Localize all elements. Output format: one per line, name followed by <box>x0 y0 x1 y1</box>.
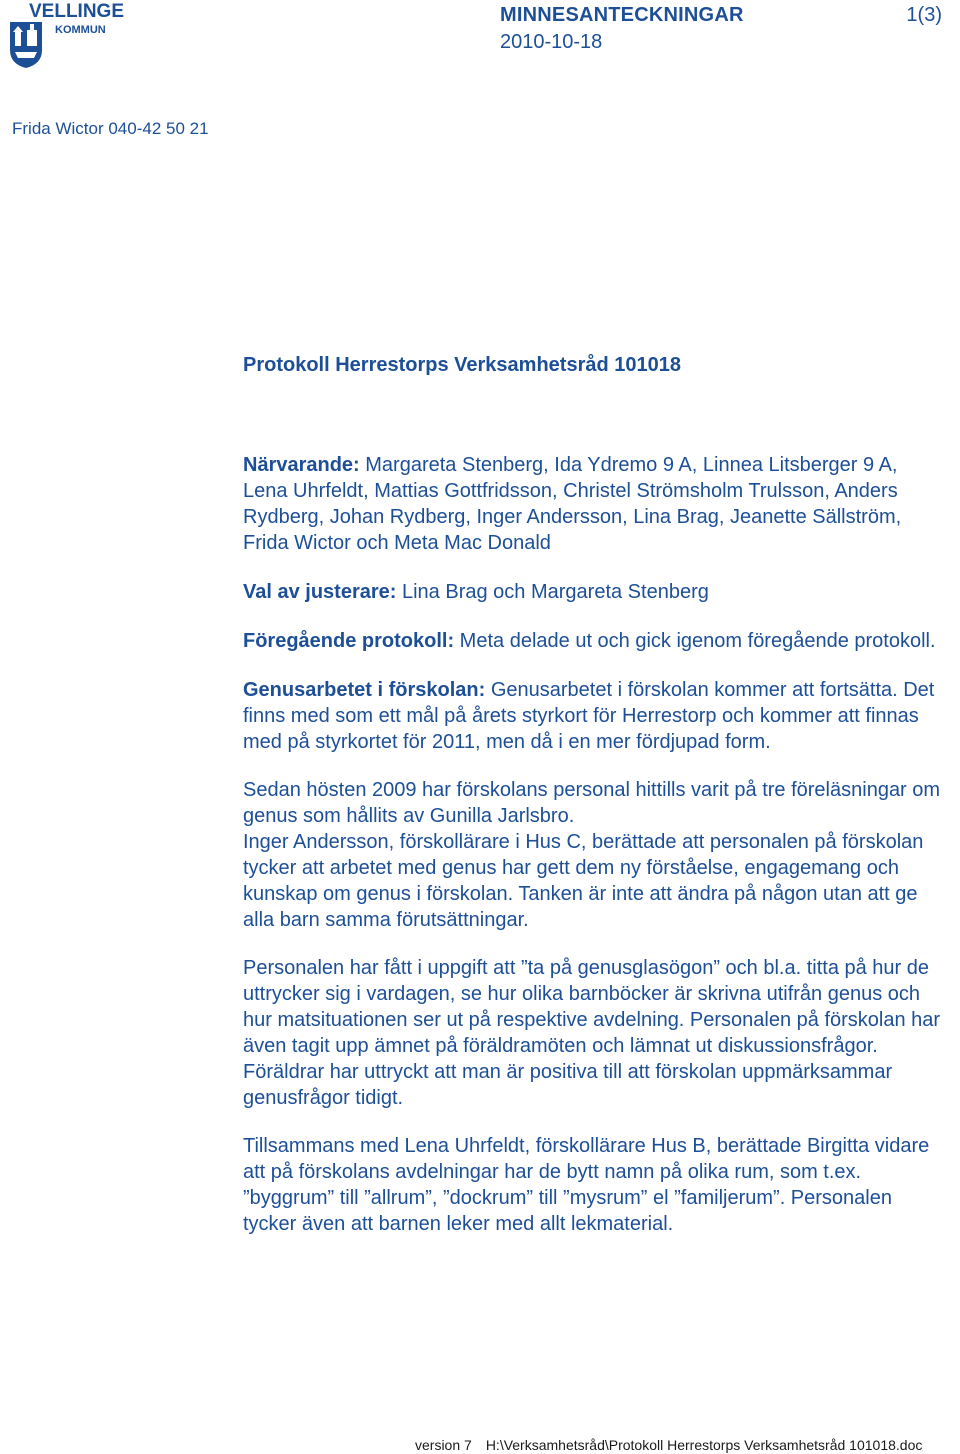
adjusters-paragraph <box>243 579 943 605</box>
previous-minutes-label: Föregående protokoll: <box>243 630 455 652</box>
vellinge-logo <box>7 1 125 68</box>
minutes-body <box>243 452 943 1237</box>
adjusters-label: Val av justerare: <box>243 581 397 603</box>
gender-label: Genusarbetet i förskolan: <box>243 679 486 701</box>
body-paragraph-3: Personalen har fått i uppgift att ”ta på genusglasögon” och bl.a. titta på hur de uttrycker sig i vardagen, se hur olika barnböcker är skrivna utifrån genus och hur matsituationen ser ut på respektive avdelning. Personalen på förskolan har även tagit upp ämnet på föräldramöten och lämnat ut diskussionsfrågor. Föräldrar har uttryckt att man är positiva till att förskolan uppmärksammar genusfrågor tidigt. <box>243 957 941 1109</box>
logo-name: VELLINGE <box>29 1 125 22</box>
previous-minutes-paragraph <box>243 628 943 654</box>
footer-version: version 7 <box>415 1437 472 1453</box>
page-footer <box>415 1437 922 1453</box>
logo-sub: KOMMUN <box>55 24 106 36</box>
body-paragraph-4: Tillsammans med Lena Uhrfeldt, förskollärare Hus B, berättade Birgitta vidare att på förskolans avdelningar har de bytt namn på olika rum, som t.ex. ”byggrum” till ”allrum”, ”dockrum” till ”mysrum” el ”familjerum”. Personalen tycker även att barnen leker med allt lekmaterial. <box>243 1135 930 1235</box>
adjusters-text: Lina Brag och Margareta Stenberg <box>396 581 709 603</box>
contact-line: Frida Wictor 040-42 50 21 <box>12 119 209 138</box>
attendees-label: Närvarande: <box>243 454 360 476</box>
attendees-paragraph <box>243 452 943 556</box>
gender-paragraph <box>243 677 943 755</box>
previous-minutes-text: Meta delade ut och gick igenom föregående protokoll. <box>454 630 936 652</box>
attendees-text: Margareta Stenberg, Ida Ydremo 9 A, Linnea Litsberger 9 A, Lena Uhrfeldt, Mattias Gottfridsson, Christel Strömsholm Trulsson, Anders Rydberg, Johan Rydberg, Inger Andersson, Lina Brag, Jeanette Sällström, Frida Wictor och Meta Mac Donald <box>243 454 902 554</box>
footer-path: H:\Verksamhetsråd\Protokoll Herrestorps Verksamhetsråd 101018.doc <box>485 1437 923 1453</box>
body-paragraph-1: Sedan hösten 2009 har förskolans personal hittills varit på tre föreläsningar om genus som hållits av Gunilla Jarlsbro. <box>243 779 941 827</box>
body-paragraph-2: Inger Andersson, förskollärare i Hus C, berättade att personalen på förskolan tycker att arbetet med genus har gett dem ny förståelse, engagemang och kunskap om genus i förskolan. Tanken är inte att ändra på någon utan att ge alla barn samma förutsättningar. <box>243 831 924 931</box>
document-date: 2010-10-18 <box>500 31 603 53</box>
document-type: MINNESANTECKNINGAR <box>500 4 744 26</box>
page-title: Protokoll Herrestorps Verksamhetsråd 101018 <box>243 354 681 376</box>
page-number: 1(3) <box>906 4 942 26</box>
gender-text: Genusarbetet i förskolan kommer att fortsätta. Det finns med som ett mål på årets styrkort för Herrestorp och kommer att finnas med på styrkortet för 2011, men då i en mer fördjupad form. <box>243 679 935 753</box>
